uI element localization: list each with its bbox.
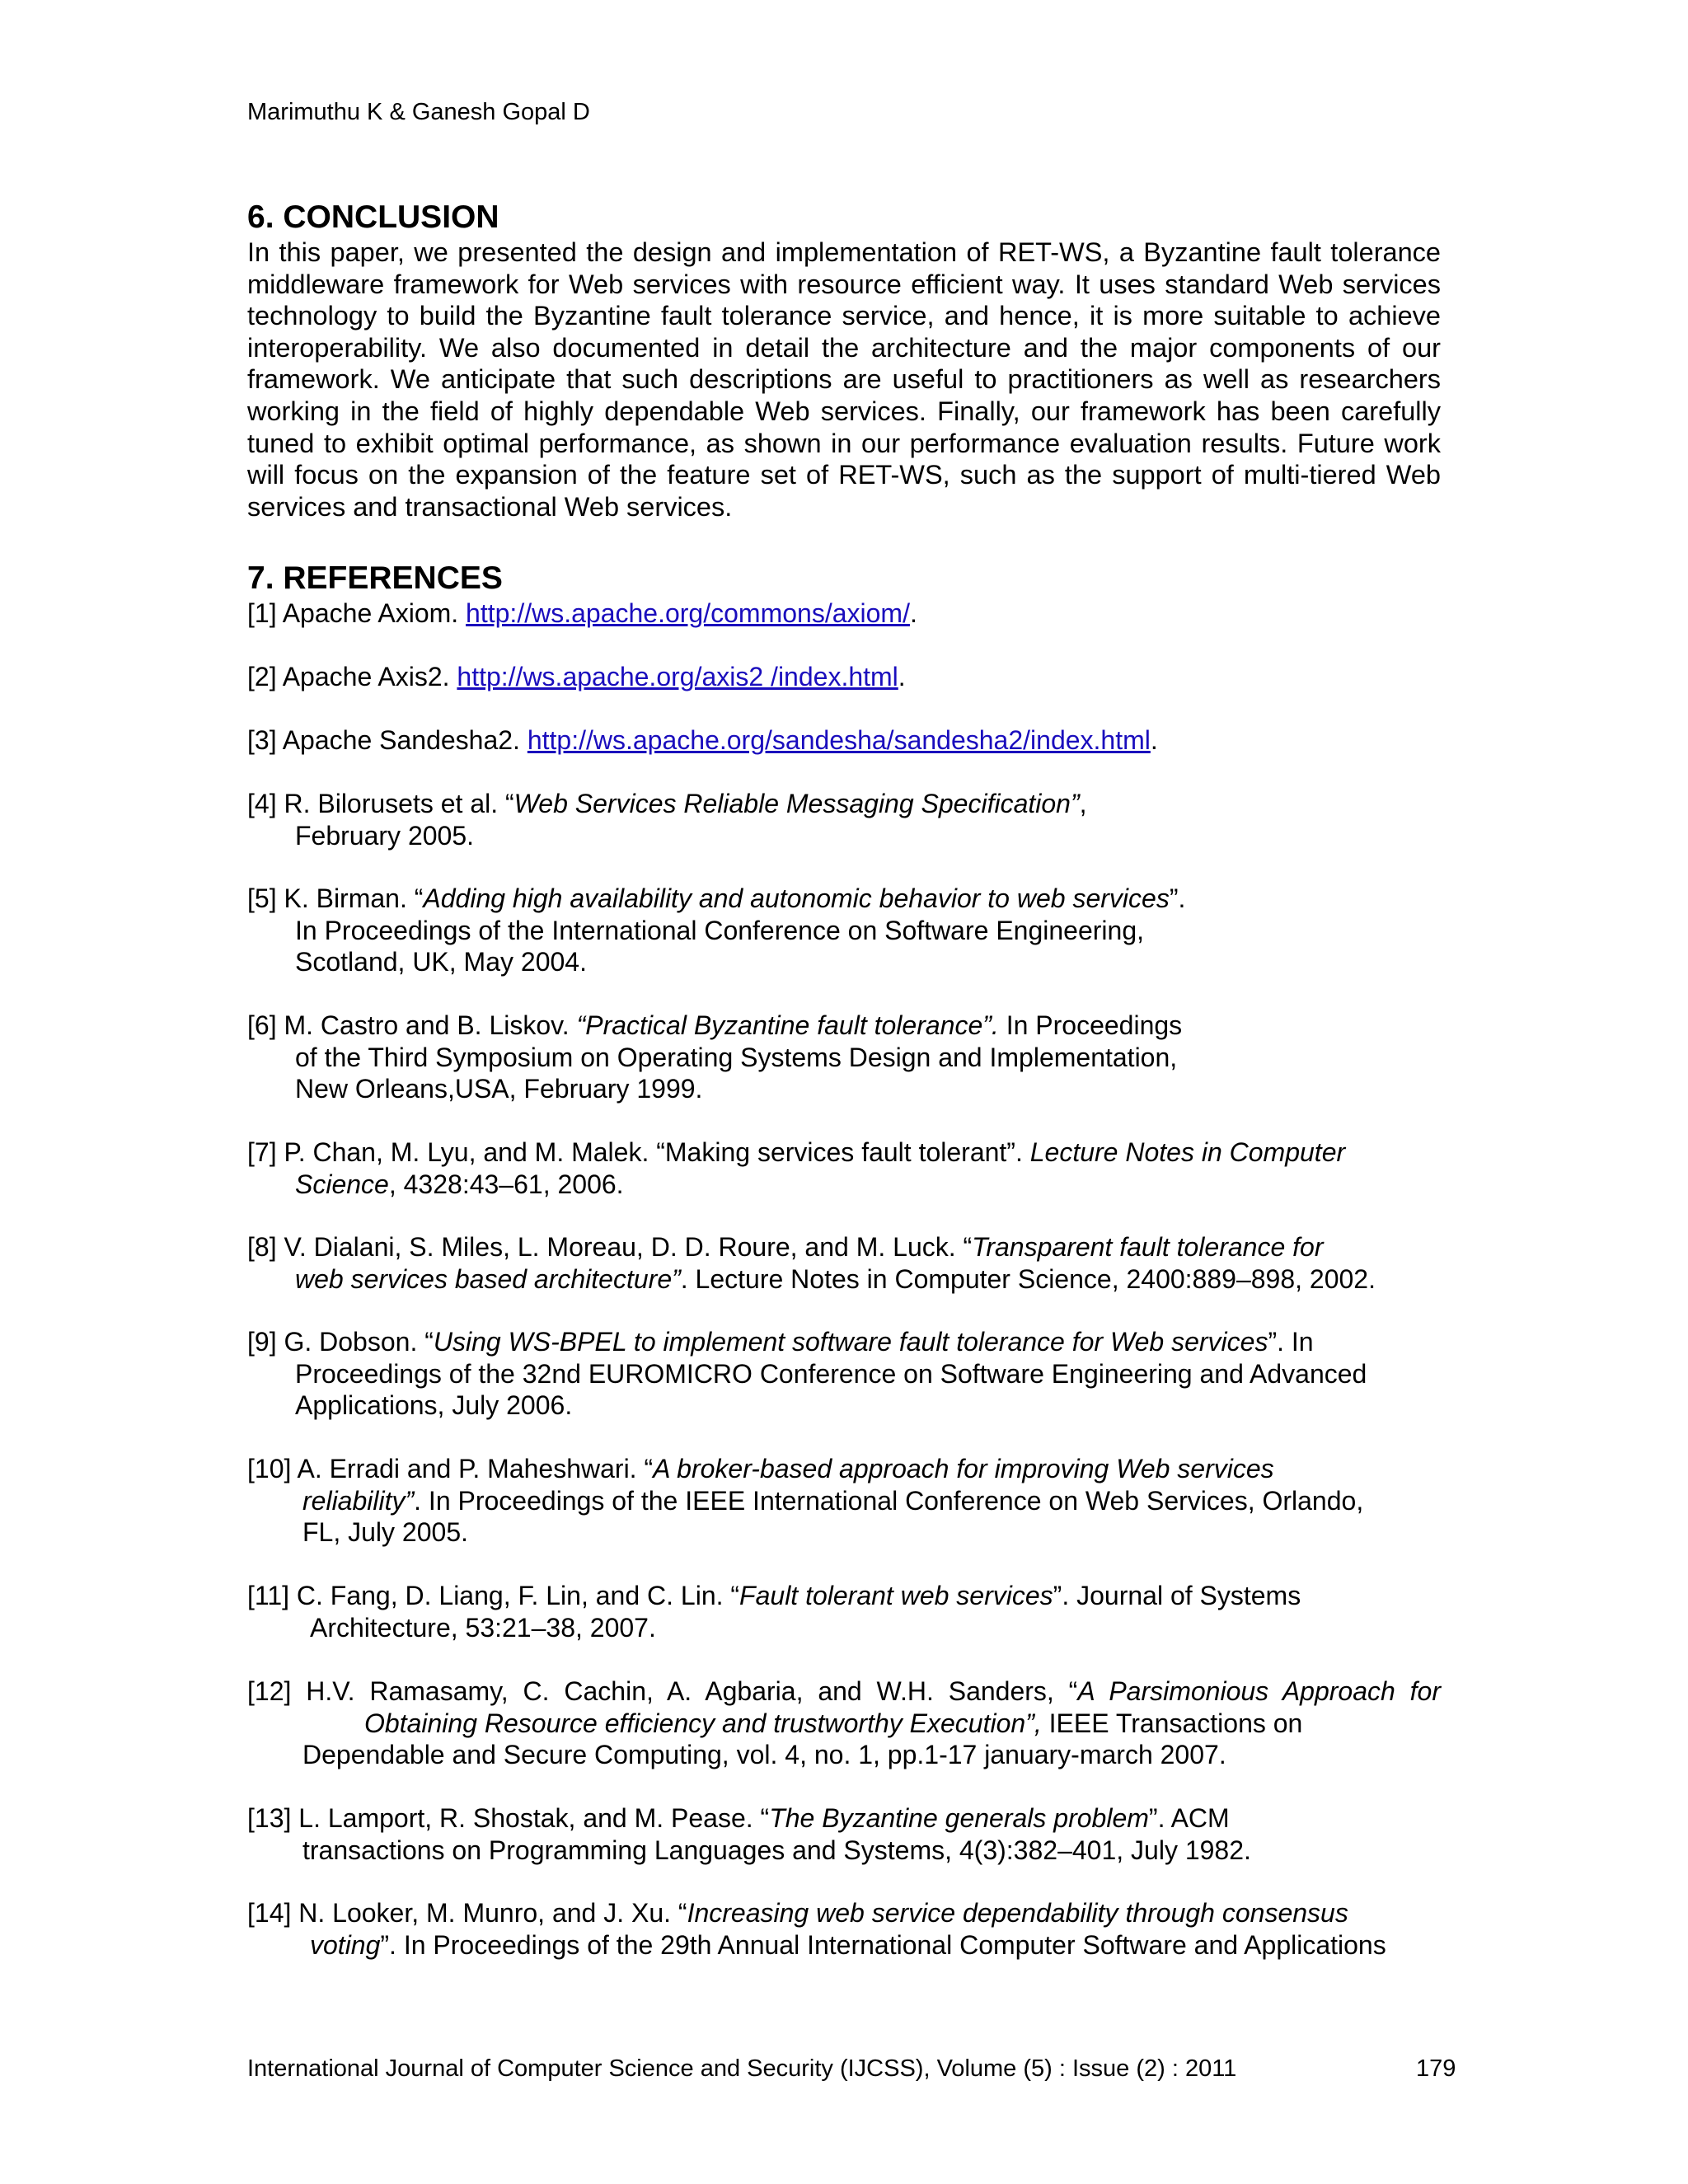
- reference-link[interactable]: http://ws.apache.org/commons/axiom/: [466, 598, 910, 628]
- reference-item-14: [247, 1897, 1451, 1961]
- reference-text: Architecture, 53:21–38, 2007.: [310, 1612, 656, 1643]
- reference-title: “Practical Byzantine fault tolerance”.: [576, 1010, 999, 1040]
- reference-text: Applications, July 2006.: [295, 1390, 573, 1421]
- reference-item-13: [247, 1802, 1451, 1866]
- reference-text: [3] Apache Sandesha2.: [247, 725, 528, 755]
- reference-text: FL, July 2005.: [302, 1517, 468, 1548]
- running-header-authors: Marimuthu K & Ganesh Gopal D: [247, 99, 590, 125]
- reference-text: New Orleans,USA, February 1999.: [295, 1074, 703, 1104]
- reference-title: Web Services Reliable Messaging Specification”: [513, 789, 1080, 818]
- reference-text: [9] G. Dobson. “: [247, 1327, 434, 1357]
- reference-text: of the Third Symposium on Operating Systems Design and Implementation,: [295, 1042, 1178, 1072]
- reference-item-9: [247, 1326, 1451, 1422]
- reference-text: Proceedings of the 32nd EUROMICRO Conference on Software Engineering and Advanced: [295, 1358, 1367, 1389]
- reference-title: A Parsimonious Approach for: [1077, 1676, 1442, 1706]
- footer-journal-citation: International Journal of Computer Science and Security (IJCSS), Volume (5) : Issue (2) : 2011: [247, 2055, 1237, 2082]
- reference-title: A broker-based approach for improving Web services: [653, 1454, 1274, 1483]
- reference-text: [13] L. Lamport, R. Shostak, and M. Pease. “: [247, 1803, 770, 1833]
- reference-text: Scotland, UK, May 2004.: [295, 947, 587, 977]
- conclusion-heading: 6. CONCLUSION: [247, 199, 499, 235]
- reference-title: voting: [310, 1929, 381, 1960]
- reference-link[interactable]: http://ws.apache.org/axis2 /index.html: [457, 662, 898, 691]
- reference-title: reliability”: [302, 1485, 415, 1516]
- reference-item-3: [247, 724, 1451, 757]
- reference-item-1: [247, 598, 1451, 630]
- reference-text: [7] P. Chan, M. Lyu, and M. Malek. “Making services fault tolerant”.: [247, 1137, 1030, 1167]
- reference-title: Transparent fault tolerance for: [972, 1232, 1324, 1262]
- reference-text: In Proceedings: [998, 1010, 1183, 1040]
- reference-title: Obtaining Resource efficiency and trustworthy Execution”,: [364, 1708, 1042, 1738]
- reference-text: . Lecture Notes in Computer Science, 2400:889–898, 2002.: [680, 1263, 1376, 1294]
- reference-text: transactions on Programming Languages and Systems, 4(3):382–401, July 1982.: [302, 1835, 1251, 1865]
- reference-title: Adding high availability and autonomic behavior to web services: [423, 883, 1170, 913]
- reference-text: [8] V. Dialani, S. Miles, L. Moreau, D. D. Roure, and M. Luck. “: [247, 1232, 973, 1262]
- reference-text: [5] K. Birman. “: [247, 883, 424, 913]
- reference-text: [14] N. Looker, M. Munro, and J. Xu. “: [247, 1898, 687, 1928]
- reference-text: IEEE Transactions on: [1041, 1708, 1303, 1738]
- reference-text: [11] C. Fang, D. Liang, F. Lin, and C. Lin. “: [247, 1581, 740, 1610]
- reference-text: ”. Journal of Systems: [1053, 1581, 1301, 1610]
- reference-text: .: [909, 598, 917, 628]
- reference-text: ”. In Proceedings of the 29th Annual International Computer Software and Applications: [380, 1929, 1386, 1960]
- reference-text: ”.: [1169, 883, 1186, 913]
- reference-text: ”. In: [1268, 1327, 1314, 1357]
- reference-text: [2] Apache Axis2.: [247, 662, 457, 691]
- reference-title: web services based architecture”: [295, 1263, 681, 1294]
- reference-text: . In Proceedings of the IEEE International Conference on Web Services, Orlando,: [414, 1485, 1364, 1516]
- reference-title: Lecture Notes in Computer: [1029, 1137, 1346, 1167]
- reference-title: Increasing web service dependability through consensus: [687, 1898, 1348, 1928]
- reference-text: [4] R. Bilorusets et al. “: [247, 789, 514, 818]
- reference-text: , 4328:43–61, 2006.: [388, 1169, 624, 1199]
- reference-text: ”. ACM: [1148, 1803, 1230, 1833]
- reference-text: ,: [1079, 789, 1087, 818]
- reference-item-5: [247, 883, 1451, 978]
- footer-page-number: 179: [1416, 2055, 1456, 2082]
- reference-link[interactable]: http://ws.apache.org/sandesha/sandesha2/index.html: [527, 725, 1151, 755]
- references-heading: 7. REFERENCES: [247, 560, 503, 596]
- reference-title: Fault tolerant web services: [739, 1581, 1053, 1610]
- reference-item-2: [247, 661, 1451, 693]
- reference-title: The Byzantine generals problem: [769, 1803, 1149, 1833]
- reference-text: February 2005.: [295, 820, 475, 851]
- reference-text: .: [898, 662, 906, 691]
- reference-item-6: [247, 1010, 1451, 1105]
- reference-item-12: [247, 1675, 1451, 1771]
- reference-title: Using WS-BPEL to implement software fault tolerance for Web services: [433, 1327, 1268, 1357]
- conclusion-paragraph: In this paper, we presented the design and implementation of RET-WS, a Byzantine fault tolerance middleware framework for Web services with resource efficient way. It uses standard Web services technology to build the Byzantine fault tolerance service, and hence, it is more suitable to achieve interoperability. We also documented in detail the architecture and the major components of our framework. We anticipate that such descriptions are useful to practitioners as well as researchers working in the field of highly dependable Web services. Finally, our framework has been carefully tuned to exhibit optimal performance, as shown in our performance evaluation results. Future work will focus on the expansion of the feature set of RET-WS, such as the support of multi-tiered Web services and transactional Web services.: [247, 237, 1441, 522]
- reference-item-4: [247, 788, 1451, 851]
- reference-item-8: [247, 1231, 1451, 1295]
- reference-item-7: [247, 1137, 1451, 1200]
- reference-text: [6] M. Castro and B. Liskov.: [247, 1010, 577, 1040]
- reference-text: .: [1150, 725, 1158, 755]
- reference-text: [10] A. Erradi and P. Maheshwari. “: [247, 1454, 654, 1483]
- reference-text: [1] Apache Axiom.: [247, 598, 467, 628]
- reference-title: Science: [295, 1169, 389, 1199]
- reference-text: Dependable and Secure Computing, vol. 4, no. 1, pp.1-17 january-march 2007.: [302, 1740, 1226, 1770]
- reference-item-11: [247, 1580, 1451, 1643]
- reference-item-10: [247, 1453, 1451, 1549]
- reference-text: In Proceedings of the International Conference on Software Engineering,: [295, 915, 1144, 945]
- reference-text: [12] H.V. Ramasamy, C. Cachin, A. Agbaria, and W.H. Sanders, “: [247, 1676, 1078, 1706]
